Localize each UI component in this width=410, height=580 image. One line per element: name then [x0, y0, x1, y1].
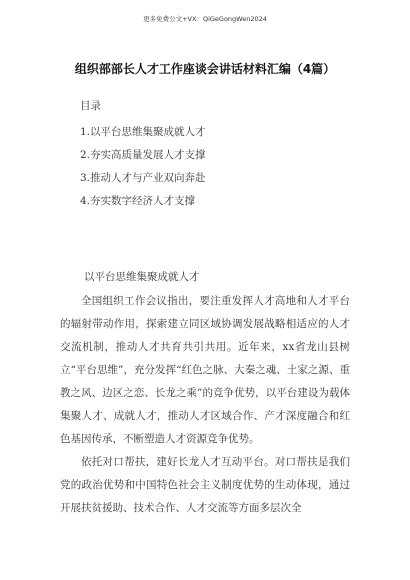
- header-note: 更多免费公文+VX：QiGeGongWen2024: [143, 15, 267, 23]
- toc-item[interactable]: 3.推动人才与产业双向奔赴: [80, 172, 206, 184]
- toc-item[interactable]: 4.夯实数字经济人才支撑: [80, 195, 196, 207]
- body-text: [60, 290, 350, 520]
- table-of-contents: [80, 121, 206, 213]
- toc-item[interactable]: 2.夯实高质量发展人才支撑: [80, 149, 206, 161]
- toc-item[interactable]: 1.以平台思维集聚成就人才: [80, 126, 206, 138]
- document-title: 组织部部长人才工作座谈会讲话材料汇编（4篇）: [74, 62, 336, 76]
- paragraph: 全国组织工作会议指出，要注重发挥人才高地和人才平台的辐射带动作用，探索建立同区域协调发展战略相适应的人才交流机制，推动人才共育共引共用。近年来，xx省龙山县树立“平台思维”，充分发挥“红色之脉、大秦之魂、土家之源、重教之风、边区之恋、长龙之乘”的竞争优势，以平台建设为载体集聚人才、成就人才，推动人才区域合作、产才深度融合和红色基因传承，不断塑造人才资源竞争优势。: [60, 295, 350, 445]
- toc-heading: 目录: [80, 100, 101, 112]
- section-heading: 以平台思维集聚成就人才: [84, 271, 200, 283]
- paragraph: 依托对口帮扶，建好长龙人才互动平台。对口帮扶是我们党的政治优势和中国特色社会主义制度优势的生动体现，通过开展扶贫援助、技术合作、人才交流等方面多层次全: [60, 456, 350, 514]
